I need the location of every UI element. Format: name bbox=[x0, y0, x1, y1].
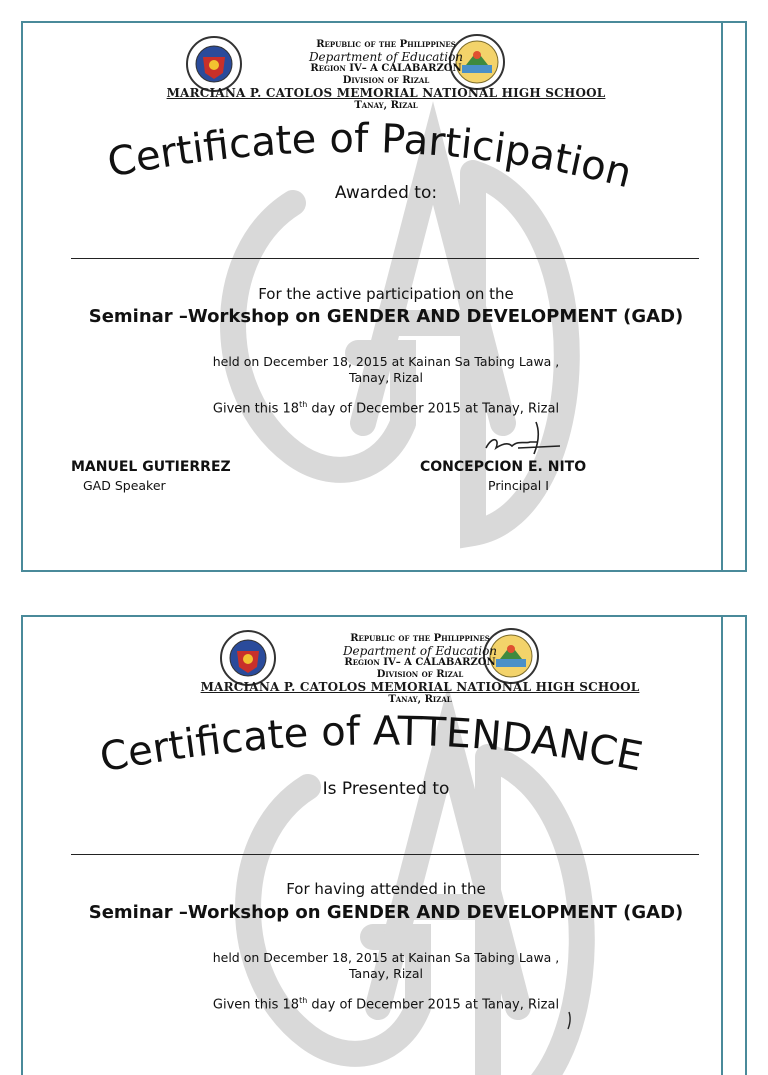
certificate-title bbox=[23, 111, 747, 221]
department-line: Department of Education bbox=[308, 50, 464, 64]
given-suffix: day of December 2015 at Tanay, Rizal bbox=[307, 997, 560, 1013]
school-name: MARCIANA P. CATOLOS MEMORIAL NATIONAL HIGH SCHOOL bbox=[166, 86, 606, 100]
recipient-name-line bbox=[71, 854, 699, 855]
division-line: Division of Rizal bbox=[342, 75, 430, 86]
department-line: Department of Education bbox=[342, 644, 498, 658]
participation-reason: For the active participation on the bbox=[258, 285, 514, 303]
certificate-title bbox=[23, 707, 747, 817]
event-held-info bbox=[173, 354, 599, 386]
republic-line: Republic of the Philippines bbox=[350, 633, 490, 644]
principal-role: Principal I bbox=[488, 478, 549, 493]
title-text: Certificate of Participation bbox=[103, 115, 637, 198]
held-date-venue: held on December 18, 2015 at Kainan Sa Tabing Lawa , bbox=[212, 354, 560, 369]
svg-text:Certificate of ATTENDANCE bbox=[96, 708, 646, 781]
certificate-attendance bbox=[21, 615, 747, 1075]
held-place: Tanay, Rizal bbox=[348, 966, 423, 981]
given-date bbox=[23, 996, 747, 1012]
title-text: Certificate of ATTENDANCE bbox=[96, 708, 647, 782]
seminar-title: Seminar –Workshop on GENDER AND DEVELOPMENT (GAD) bbox=[88, 902, 684, 923]
given-suffix: day of December 2015 at Tanay, Rizal bbox=[307, 401, 560, 417]
speaker-name: MANUEL GUTIERREZ bbox=[71, 459, 231, 475]
held-date-venue: held on December 18, 2015 at Kainan Sa Tabing Lawa , bbox=[212, 950, 560, 965]
certificate-participation bbox=[21, 21, 747, 572]
republic-line: Republic of the Philippines bbox=[316, 39, 456, 50]
event-held-info bbox=[173, 950, 599, 982]
given-date bbox=[23, 400, 747, 416]
recipient-name-line bbox=[71, 258, 699, 259]
given-prefix: Given this 18 bbox=[212, 401, 300, 417]
given-prefix: Given this 18 bbox=[212, 997, 300, 1013]
region-line: Region IV– A CALABARZON bbox=[344, 657, 496, 668]
division-line: Division of Rizal bbox=[376, 669, 464, 680]
deped-header bbox=[257, 633, 583, 681]
principal-signature bbox=[478, 418, 568, 458]
held-place: Tanay, Rizal bbox=[348, 370, 423, 385]
school-town: Tanay, Rizal bbox=[388, 694, 452, 705]
speaker-role: GAD Speaker bbox=[83, 478, 166, 493]
given-ordinal: th bbox=[299, 996, 308, 1005]
principal-name: CONCEPCION E. NITO bbox=[420, 459, 587, 475]
school-town: Tanay, Rizal bbox=[354, 100, 418, 111]
awarded-to-label: Awarded to: bbox=[334, 183, 438, 203]
given-ordinal: th bbox=[299, 400, 308, 409]
school-name: MARCIANA P. CATOLOS MEMORIAL NATIONAL HIGH SCHOOL bbox=[200, 680, 640, 694]
region-line: Region IV– A CALABARZON bbox=[310, 63, 462, 74]
principal-signature-partial bbox=[551, 1010, 581, 1030]
seminar-title: Seminar –Workshop on GENDER AND DEVELOPMENT (GAD) bbox=[88, 306, 684, 327]
deped-header bbox=[223, 39, 549, 87]
attendance-reason: For having attended in the bbox=[286, 880, 486, 898]
presented-to-label: Is Presented to bbox=[322, 779, 450, 799]
